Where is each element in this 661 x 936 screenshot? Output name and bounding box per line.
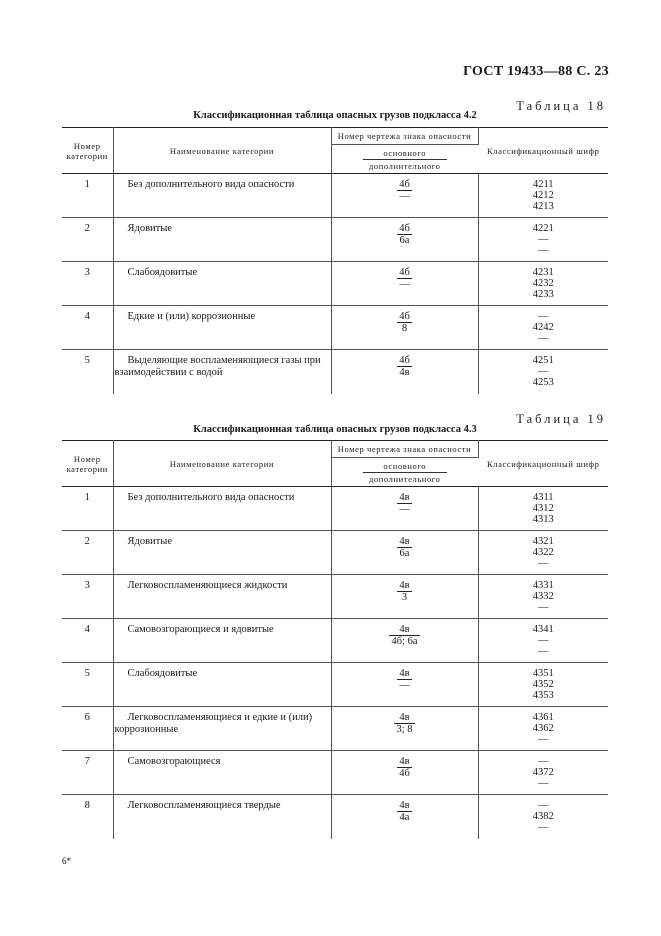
col-number-header: Номер категории [62,441,113,487]
sign-extra: 6а [399,235,410,246]
col-sign-header: Номер чертежа знака опасности [331,441,478,458]
col-code-header: Классификационный шифр [478,128,608,174]
code-value: 4361 [532,712,554,723]
classification-codes [478,218,608,262]
page-header: ГОСТ 19433—88 С. 23 [463,64,609,79]
code-value: 4362 [532,723,554,734]
category-name: Легковоспламеняющиеся твердые [113,795,331,839]
code-value: 4233 [532,289,554,300]
table-row [62,751,608,795]
code-value: — [538,756,549,767]
classification-codes [478,619,608,663]
sign-main: 4б [399,267,410,278]
sign-fraction [331,218,478,262]
code-value: 4332 [532,591,554,602]
sign-fraction [331,663,478,707]
code-value: 4242 [532,322,554,333]
col-sign-extra: дополнительного [368,161,441,171]
category-name: Легковоспламеняющиеся жидкости [113,575,331,619]
category-number: 2 [62,531,113,575]
code-value: — [538,311,549,322]
code-value: 4353 [532,690,554,701]
category-name: Самовозгорающиеся и ядовитые [113,619,331,663]
code-value: — [538,778,549,789]
col-sign-main: основного [363,461,447,473]
classification-codes [478,174,608,218]
footer-mark: 6* [62,856,71,866]
table-19-title: Классификационная таблица опасных грузов подкласса 4.3 [193,424,477,435]
code-value: 4221 [532,223,554,234]
classification-codes [478,707,608,751]
code-value: 4211 [532,179,554,190]
code-value: — [538,734,549,745]
sign-extra: — [399,191,410,202]
code-value: — [538,366,549,377]
col-code-header: Классификационный шифр [478,441,608,487]
classification-codes [478,531,608,575]
sign-fraction [331,306,478,350]
category-name: Едкие и (или) коррозионные [113,306,331,350]
sign-main: 4в [399,800,410,811]
table-row [62,663,608,707]
code-value: 4251 [532,355,554,366]
sign-fraction [331,619,478,663]
code-value: — [538,822,549,833]
code-value: 4341 [532,624,554,635]
category-name: Без дополнительного вида опасности [113,487,331,531]
category-name: Слабоядовитые [113,262,331,306]
col-sign-fraction-header [331,458,478,487]
sign-main: 4в [397,668,412,680]
category-name: Самовозгорающиеся [113,751,331,795]
sign-extra: 3; 8 [396,724,413,735]
category-name: Слабоядовитые [113,663,331,707]
category-number: 6 [62,707,113,751]
category-number: 3 [62,262,113,306]
classification-codes [478,795,608,839]
category-number: 4 [62,306,113,350]
table-row [62,531,608,575]
col-sign-header: Номер чертежа знака опасности [331,128,478,145]
code-value: 4331 [532,580,554,591]
code-value: 4352 [532,679,554,690]
table-row [62,575,608,619]
sign-fraction [331,575,478,619]
code-value: — [538,245,549,256]
sign-extra: 4в [399,367,410,378]
table-row [62,795,608,839]
classification-codes [478,575,608,619]
code-value: 4311 [532,492,554,503]
sign-fraction [331,751,478,795]
sign-main: 4в [397,756,412,768]
sign-fraction [331,350,478,394]
sign-extra: — [399,680,410,691]
sign-extra: — [399,504,410,515]
code-value: 4231 [532,267,554,278]
classification-codes [478,663,608,707]
sign-fraction [331,795,478,839]
category-name: Ядовитые [113,531,331,575]
category-name: Ядовитые [113,218,331,262]
code-value: 4351 [532,668,554,679]
sign-main: 4в [394,712,414,724]
sign-main: 4в [389,624,419,636]
category-name: Без дополнительного вида опасности [113,174,331,218]
sign-extra: 6а [399,548,410,559]
sign-extra: — [399,279,410,290]
category-number: 2 [62,218,113,262]
col-sign-main: основного [363,148,447,160]
code-value: — [538,602,549,613]
classification-codes [478,350,608,394]
table-row [62,619,608,663]
table-row [62,707,608,751]
table-18-label: Таблица 18 [516,99,606,113]
category-number: 4 [62,619,113,663]
sign-main: 4в [397,492,412,504]
code-value: 4313 [532,514,554,525]
sign-main: 4б [399,311,410,322]
code-value: 4213 [532,201,554,212]
col-number-header: Номер категории [62,128,113,174]
code-value: — [538,558,549,569]
table-row [62,306,608,350]
code-value: 4321 [532,536,554,547]
sign-extra: 8 [401,323,408,334]
code-value: 4232 [532,278,554,289]
classification-codes [478,262,608,306]
code-value: 4253 [532,377,554,388]
classification-codes [478,751,608,795]
sign-main: 4б [399,223,410,234]
category-number: 7 [62,751,113,795]
sign-extra: 3 [401,592,408,603]
classification-codes [478,487,608,531]
sign-fraction [331,487,478,531]
sign-fraction [331,707,478,751]
table-19 [62,440,608,839]
sign-main: 4б [399,355,410,366]
category-number: 1 [62,487,113,531]
col-name-header: Наименование категории [113,128,331,174]
code-value: — [538,646,549,657]
category-number: 1 [62,174,113,218]
code-value: — [538,234,549,245]
sign-main: 4в [399,536,410,547]
category-name: Легковоспламеняющиеся и едкие и (или) коррозионные [113,707,331,751]
col-sign-fraction-header [331,145,478,174]
table-row [62,218,608,262]
table-18-title: Классификационная таблица опасных грузов подкласса 4.2 [193,110,477,121]
table-row [62,487,608,531]
table-row [62,262,608,306]
category-number: 8 [62,795,113,839]
col-name-header: Наименование категории [113,441,331,487]
code-value: — [538,635,549,646]
classification-codes [478,306,608,350]
sign-extra: 4б; 6а [391,636,418,647]
code-value: — [538,800,549,811]
sign-fraction [331,531,478,575]
code-value: 4212 [532,190,554,201]
category-number: 3 [62,575,113,619]
code-value: — [538,333,549,344]
sign-main: 4б [399,179,410,190]
table-19-label: Таблица 19 [516,412,606,426]
category-name: Выделяющие воспламеняющиеся газы при взаимодействии с водой [113,350,331,394]
sign-fraction [331,262,478,306]
category-number: 5 [62,663,113,707]
code-value: 4312 [532,503,554,514]
sign-main: 4в [399,580,410,591]
code-value: 4322 [532,547,554,558]
table-row [62,174,608,218]
sign-extra: 4а [399,812,410,823]
table-18 [62,127,608,394]
sign-fraction [331,174,478,218]
code-value: 4372 [532,767,554,778]
sign-extra: 4б [399,768,410,779]
category-number: 5 [62,350,113,394]
col-sign-extra: дополнительного [368,474,441,484]
table-row [62,350,608,394]
code-value: 4382 [532,811,554,822]
